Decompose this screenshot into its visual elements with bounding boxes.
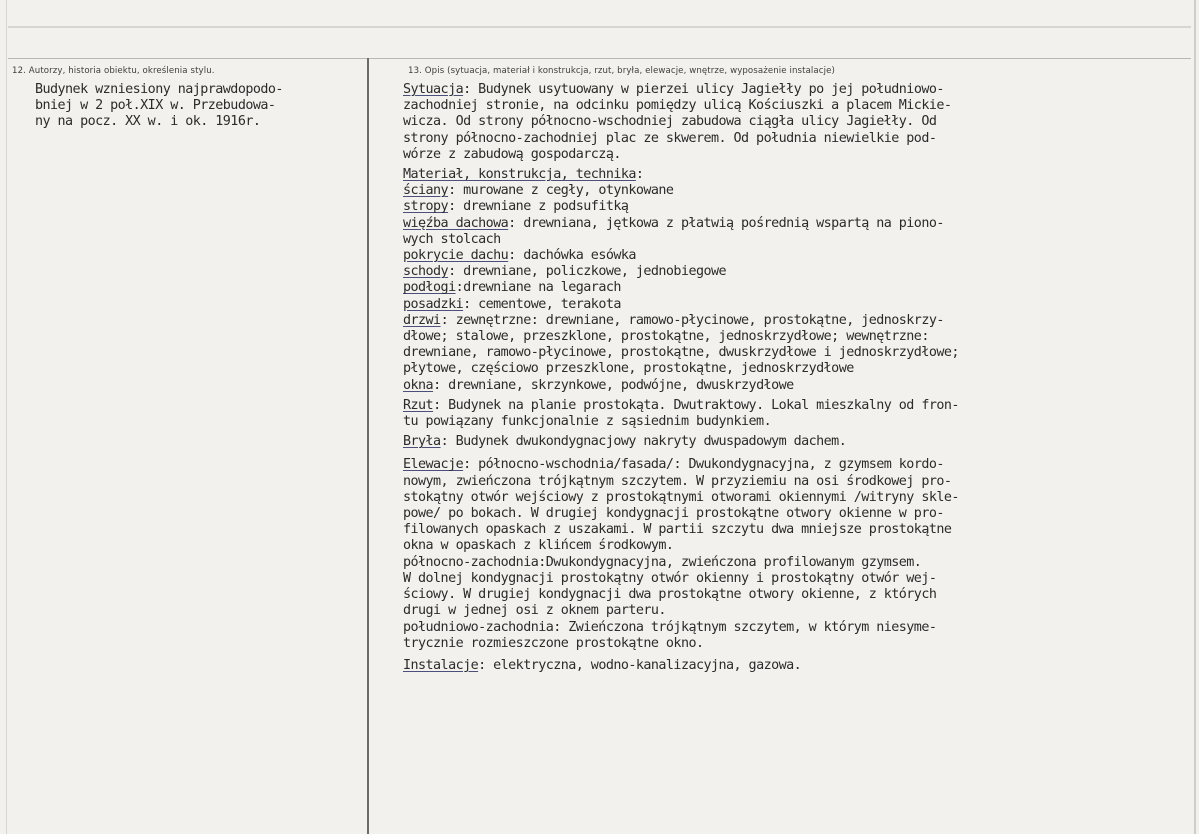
text-line: : Budynek dwukondygnacjowy nakryty dwuspadowym dachem. bbox=[440, 434, 847, 450]
item-label: okna bbox=[403, 377, 434, 393]
text-line: wórze z zabudową gospodarczą. bbox=[403, 146, 621, 162]
item-text: : murowane z cegły, otynkowane bbox=[448, 183, 674, 199]
item-label: stropy bbox=[403, 199, 449, 215]
section-label: Materiał, konstrukcja, technika bbox=[403, 167, 636, 183]
item-text: płytowe, częściowo przeszklone, prostokątne, jednoskrzydłowe bbox=[403, 361, 854, 377]
card-left-edge bbox=[6, 0, 7, 834]
card-top-edge bbox=[8, 26, 1191, 28]
section-label: Instalacje bbox=[403, 657, 479, 673]
left-column-heading: 12. Autorzy, historia obiektu, określenia stylu. bbox=[12, 66, 215, 76]
item-text: :drewniane na legarach bbox=[455, 280, 621, 296]
description-text bbox=[403, 82, 1163, 678]
item-label: ściany bbox=[403, 183, 449, 199]
text-line: drugi w jednej osi z oknem parteru. bbox=[403, 603, 666, 619]
section-bryla bbox=[403, 434, 1163, 450]
header-rule bbox=[8, 58, 1191, 59]
text-line: : bbox=[635, 167, 644, 183]
section-instalacje bbox=[403, 658, 1163, 674]
item-text: wych stolcach bbox=[403, 231, 501, 247]
text-line: zachodniej stronie, na odcinku pomiędzy ulicą Kościuszki a placem Mickie- bbox=[403, 98, 952, 114]
right-column-heading: 13. Opis (sytuacja, materiał i konstrukcja, rzut, bryła, elewacje, wnętrze, wyposażenie instalacje) bbox=[408, 66, 835, 76]
text-line: : Budynek usytuowany w pierzei ulicy Jagiełły po jej południowo- bbox=[463, 82, 944, 97]
text-line: W dolnej kondygnacji prostokątny otwór okienny i prostokątny otwór wej- bbox=[403, 570, 937, 586]
text-line: : północno-wschodnia/fasada/: Dwukondygnacyjna, z gzymsem kordo- bbox=[463, 457, 944, 473]
item-text: : drewniane, skrzynkowe, podwójne, dwuskrzydłowe bbox=[433, 377, 794, 393]
item-label: schody bbox=[403, 264, 449, 280]
column-divider bbox=[367, 58, 369, 834]
text-line: : Budynek na planie prostokąta. Dwutraktowy. Lokal mieszkalny od fron- bbox=[433, 397, 959, 413]
card-right-edge bbox=[1194, 0, 1196, 834]
authors-history-text bbox=[35, 82, 365, 131]
section-label: Elewacje bbox=[403, 457, 464, 473]
text-line: wicza. Od strony północno-wschodniej zabudowa ciągła ulicy Jagiełły. Od bbox=[403, 114, 937, 130]
item-label: drzwi bbox=[403, 312, 441, 328]
section-label: Bryła bbox=[403, 434, 441, 450]
text-line: stokątny otwór wejściowy z prostokątnymi otworami okiennymi /witryny skle- bbox=[403, 489, 959, 505]
item-text: : dachówka esówka bbox=[508, 248, 636, 264]
text-line: powe/ po bokach. W drugiej kondygnacji prostokątne otwory okienne w pro- bbox=[403, 506, 944, 522]
section-sytuacja bbox=[403, 82, 1163, 163]
section-label: Rzut bbox=[403, 397, 434, 413]
text-line: okna w opaskach z klińcem środkowym. bbox=[403, 538, 674, 554]
item-text: : drewniane z podsufitką bbox=[448, 199, 629, 215]
text-line: bniej w 2 poł.XIX w. Przebudowa- bbox=[35, 98, 276, 114]
item-label: podłogi bbox=[403, 280, 456, 296]
item-label: posadzki bbox=[403, 296, 464, 312]
text-line: filowanych opaskach z uszakami. W partii szczytu dwa mniejsze prostokątne bbox=[403, 522, 952, 538]
text-line: strony północno-zachodniej plac ze skwerem. Od południa niewielkie pod- bbox=[403, 130, 937, 146]
section-elewacje bbox=[403, 457, 1163, 651]
text-line: tu powiązany funkcjonalnie z sąsiednim budynkiem. bbox=[403, 414, 772, 430]
text-line: północno-zachodnia:Dwukondygnacyjna, zwieńczona profilowanym gzymsem. bbox=[403, 554, 922, 570]
text-line: ny na pocz. XX w. i ok. 1916r. bbox=[35, 114, 261, 130]
section-rzut bbox=[403, 398, 1163, 430]
item-text: : zewnętrzne: drewniane, ramowo-płycinowe, prostokątne, jednoskrzy- bbox=[440, 312, 944, 328]
item-text: : drewniana, jętkowa z płatwią pośrednią wspartą na piono- bbox=[508, 215, 944, 231]
item-label: pokrycie dachu bbox=[403, 248, 509, 264]
item-text: dłowe; stalowe, przeszklone, prostokątne, jednoskrzydłowe; wewnętrzne: bbox=[403, 329, 929, 345]
item-label: więźba dachowa bbox=[403, 215, 509, 231]
text-line: Budynek wzniesiony najprawdopodo- bbox=[35, 82, 283, 97]
item-text: : cementowe, terakota bbox=[463, 296, 621, 312]
text-line: południowo-zachodnia: Zwieńczona trójkątnym szczytem, w którym niesyme- bbox=[403, 619, 937, 635]
text-line: ściowy. W drugiej kondygnacji dwa prostokątne otwory okienne, z których bbox=[403, 587, 937, 603]
section-label: Sytuacja bbox=[403, 82, 464, 97]
item-text: : drewniane, policzkowe, jednobiegowe bbox=[448, 264, 727, 280]
text-line: : elektryczna, wodno-kanalizacyjna, gazowa. bbox=[478, 657, 802, 673]
text-line: nowym, zwieńczona trójkątnym szczytem. W przyziemiu na osi środkowej pro- bbox=[403, 473, 952, 489]
item-text: drewniane, ramowo-płycinowe, prostokątne, dwuskrzydłowe i jednoskrzydłowe; bbox=[403, 345, 959, 361]
text-line: trycznie rozmieszczone prostokątne okno. bbox=[403, 635, 704, 651]
section-material bbox=[403, 167, 1163, 394]
